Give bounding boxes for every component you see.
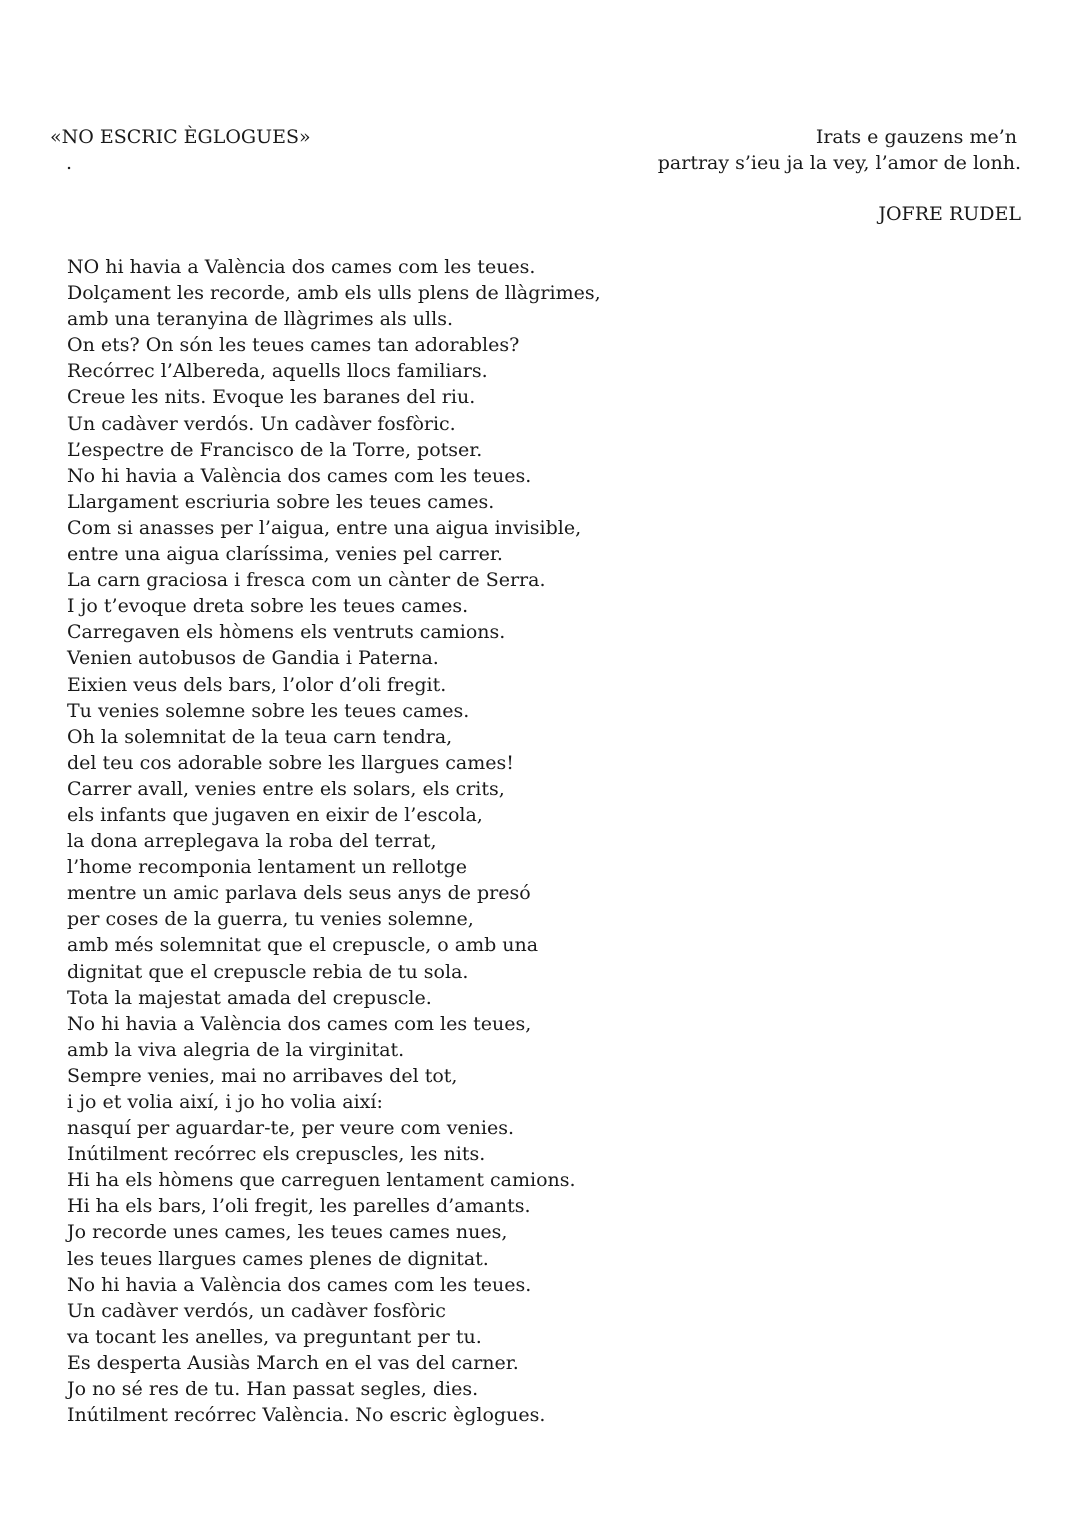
- poem-line: mentre un amic parlava dels seus anys de presó: [67, 882, 531, 905]
- poem-line: NO hi havia a València dos cames com les teues.: [67, 256, 536, 278]
- epigraph-line: partray s’ieu ja la vey, l’amor de lonh.: [657, 152, 1021, 174]
- poem-line: On ets? On són les teues cames tan adorables?: [67, 334, 520, 357]
- poem-line: Hi ha els bars, l’oli fregit, les parelles d’amants.: [67, 1195, 531, 1218]
- poem-line: La carn graciosa i fresca com un cànter de Serra.: [67, 569, 546, 592]
- poem-line: Recórrec l’Albereda, aquells llocs familiars.: [67, 360, 488, 383]
- poem-line: i jo et volia així, i jo ho volia així:: [67, 1091, 383, 1113]
- poem-line: Dolçament les recorde, amb els ulls plens de llàgrimes,: [67, 282, 601, 305]
- poem-line: amb la viva alegria de la virginitat.: [67, 1038, 405, 1061]
- poem-line: amb una teranyina de llàgrimes als ulls.: [67, 308, 454, 331]
- epigraph-author: JOFRE RUDEL: [878, 203, 1021, 225]
- poem-line: Inútilment recórrec València. No escric èglogues.: [67, 1404, 546, 1427]
- poem-line: No hi havia a València dos cames com les teues.: [67, 464, 532, 487]
- poem-line: Es desperta Ausiàs March en el vas del carner.: [67, 1351, 519, 1374]
- poem-line: L’espectre de Francisco de la Torre, potser.: [67, 438, 483, 461]
- poem-line: l’home recomponia lentament un rellotge: [67, 856, 467, 879]
- poem-line: la dona arreplegava la roba del terrat,: [67, 830, 437, 853]
- poem-line: Com si anasses per l’aigua, entre una aigua invisible,: [67, 516, 582, 539]
- poem-line: amb més solemnitat que el crepuscle, o amb una: [67, 934, 539, 957]
- poem-line: Hi ha els hòmens que carreguen lentament camions.: [67, 1169, 576, 1192]
- poem-line: Un cadàver verdós. Un cadàver fosfòric.: [67, 412, 456, 435]
- poem-line: entre una aigua claríssima, venies pel carrer.: [67, 543, 503, 566]
- title-dot: .: [66, 152, 73, 174]
- poem-line: del teu cos adorable sobre les llargues cames!: [67, 751, 514, 774]
- poem-line: Carrer avall, venies entre els solars, els crits,: [67, 777, 505, 800]
- poem-line: Tota la majestat amada del crepuscle.: [67, 986, 432, 1009]
- poem-line: Tu venies solemne sobre les teues cames.: [67, 699, 470, 722]
- poem-line: va tocant les anelles, va preguntant per tu.: [67, 1325, 482, 1348]
- poem-line: No hi havia a València dos cames com les teues,: [67, 1012, 532, 1035]
- epigraph-line: Irats e gauzens me’n: [815, 126, 1017, 148]
- poem-line: Jo recorde unes cames, les teues cames nues,: [67, 1221, 508, 1244]
- epigraph: [658, 124, 1021, 176]
- poem-line: per coses de la guerra, tu venies solemne,: [67, 908, 474, 931]
- poem-line: Eixien veus dels bars, l’olor d’oli fregit.: [67, 673, 447, 696]
- poem-line: Sempre venies, mai no arribaves del tot,: [67, 1064, 458, 1087]
- poem-line: Carregaven els hòmens els ventruts camions.: [67, 621, 506, 644]
- poem-line: Oh la solemnitat de la teua carn tendra,: [67, 725, 453, 748]
- poem-line: I jo t’evoque dreta sobre les teues cames.: [67, 595, 469, 618]
- poem-line: No hi havia a València dos cames com les teues.: [67, 1273, 532, 1296]
- poem-line: les teues llargues cames plenes de dignitat.: [67, 1247, 489, 1270]
- poem-line: Inútilment recórrec els crepuscles, les nits.: [67, 1143, 486, 1166]
- poem-line: Llargament escriuria sobre les teues cames.: [67, 490, 495, 513]
- poem-title: «NO ESCRIC ÈGLOGUES»: [50, 126, 311, 148]
- poem-line: Venien autobusos de Gandia i Paterna.: [67, 647, 439, 670]
- poem-body: [67, 254, 601, 1428]
- poem-line: nasquí per aguardar-te, per veure com venies.: [67, 1117, 515, 1140]
- poem-line: els infants que jugaven en eixir de l’escola,: [67, 803, 483, 826]
- poem-line: Creue les nits. Evoque les baranes del riu.: [67, 386, 476, 409]
- poem-line: Jo no sé res de tu. Han passat segles, dies.: [67, 1378, 479, 1401]
- poem-line: Un cadàver verdós, un cadàver fosfòric: [67, 1299, 446, 1322]
- poem-line: dignitat que el crepuscle rebia de tu sola.: [67, 960, 469, 983]
